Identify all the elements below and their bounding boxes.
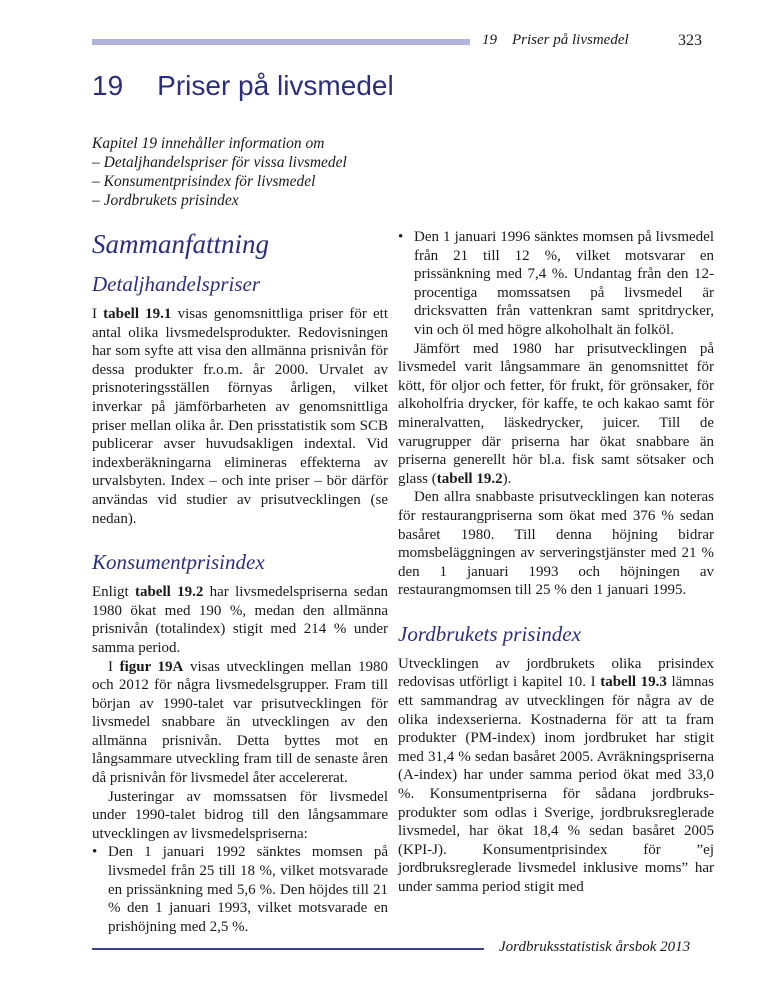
paragraph-kpi-3: Justeringar av momssatsen för livsmedel under 1990-talet bidrog till den långsammare utvecklingen av livsmedelspriserna: [92,788,388,842]
intro-item: – Jordbrukets prisindex [92,192,239,209]
table-reference: tabell 19.2 [134,584,204,601]
right-column [398,226,714,897]
figure-reference: figur 19A [119,658,184,675]
paragraph-detaljhandel: I tabell 19.1 visas genomsnittliga priser för ett antal olika livsmedelsprodukter. Redovisningen har som syfte att visa den allmänna prisnivån för dessa produkter fr.o.m. år 2000. Urvalet av prisnoteringsställen förnyas årligen, vilket inverkar på jämförbarheten av genomsnittliga priser mellan olika år. Den prisstatistik som SCB publicerar avser huvudsakligen indextal. Vid indexberäkningarna elimineras effekterna av urvalsbyten. Index – och inte priser – bör därför användas vid studier av prisutvecklingen (se nedan). [92,306,388,527]
intro-item: – Konsumentprisindex för livsmedel [92,173,316,190]
page-number: 323 [678,32,702,49]
paragraph-jordbruk: Utvecklingen av jordbrukets olika prisindex redovisas utförligt i kapitel 10. I tabell 19.3 lämnas ett sammandrag av utvecklingen för några av de olika indexserierna. Kostnaderna för att ta fram produkter (PM-index) inom jordbruket har stigit med 31,4 % sedan basåret 2005. Avräkningspriserna (A-index) har under samma period ökat med 33,0 %. Konsumentpriserna för sådana jordbruksprodukter som odlas i Sverige, jordbruksreglerade livsmedel, har ökat 18,4 % sedan basåret 2005 (KPI-J). Konsumentprisindex för ”ej jordbruksreglerade livsmedel inklusive moms” har under samma period stigit med [398,655,714,895]
footer-publication-title: Jordbruksstatistisk årsbok 2013 [499,939,691,955]
table-reference: tabell 19.2 [436,470,503,487]
subheading-konsumentprisindex: Konsumentprisindex [92,550,265,575]
header-rule [92,39,470,45]
left-column [92,226,388,936]
running-header-chapter-title: Priser på livsmedel [512,32,629,48]
bullet-marker: • [398,229,404,245]
table-reference: tabell 19.1 [103,306,172,322]
bullet-marker: • [92,844,98,861]
table-reference: tabell 19.3 [600,674,667,691]
chapter-name: Priser på livsmedel [157,70,394,101]
running-header-chapter-number: 19 [482,32,497,48]
bullet-item-1992: • Den 1 januari 1992 sänktes momsen på livsmedel från 25 till 18 %, vilket motsvarade en prissänkning med 5,6 %. Den höjdes till 21 % den 1 januari 1993, vilket motsvarade en prishöjning med 2,5 %. [92,844,388,935]
paragraph-kpi-4: Jämfört med 1980 har prisutvecklingen på livsmedel varit långsammare än genomsnittet för kött, för oljor och fetter, för frukt, för grönsaker, för alkoholfria drycker, för kaffe, te och kakao samt för mineralvatten, läskedrycker, juicer. Till de varugrupper där priserna har ökat snabbare än priserna generellt hör bl.a. fisk samt sötsaker och glass (tabell 19.2). [398,340,714,487]
section-heading-summary: Sammanfattning [92,229,270,259]
chapter-number: 19 [92,70,124,101]
paragraph-kpi-1: Enligt tabell 19.2 har livsmedelspriserna sedan 1980 ökat med 190 %, medan den allmänna prisnivån (totalindex) stigit med 214 % under samma period. [92,584,388,656]
intro-lead: Kapitel 19 innehåller information om [92,135,325,152]
intro-item: – Detaljhandelspriser för vissa livsmedel [92,154,347,171]
paragraph-kpi-2: I figur 19A visas utvecklingen mellan 1980 och 2012 för några livsmedelsgrupper. Fram till början av 1990-talet var prisutvecklingen för livsmedel snabbare än utvecklingen av den allmänna prisnivån. Detta byttes mot en långsammare utveckling fram till de senaste åren då prisnivån för livsmedel åter accelererat. [92,658,388,787]
paragraph-kpi-5: Den allra snabbaste prisutvecklingen kan noteras för restaurangpriserna som ökat med 376 % sedan basåret 1980. Till denna höjning bidrar momsbeläggningen av serveringstjänster med 21 % den 1 januari 1993 och höjningen av restaurangmomsen till 25 % den 1 januari 1995. [398,489,714,599]
subheading-jordbrukets-prisindex: Jordbrukets prisindex [398,621,581,646]
bullet-item-1996: • Den 1 januari 1996 sänktes momsen på livsmedel från 21 till 12 %, vilket motsvarar en prissänkning med 7,4 %. Undantag från den 12-procentiga momssatsen på livsmedel är dricksvatten från vattenkran samt spritdrycker, vin och öl med högre alkoholhalt än folköl. [398,229,714,338]
chapter-intro [92,134,347,210]
subheading-detaljhandelspriser: Detaljhandelspriser [92,272,260,296]
footer-rule [92,948,484,950]
chapter-title [92,70,394,102]
